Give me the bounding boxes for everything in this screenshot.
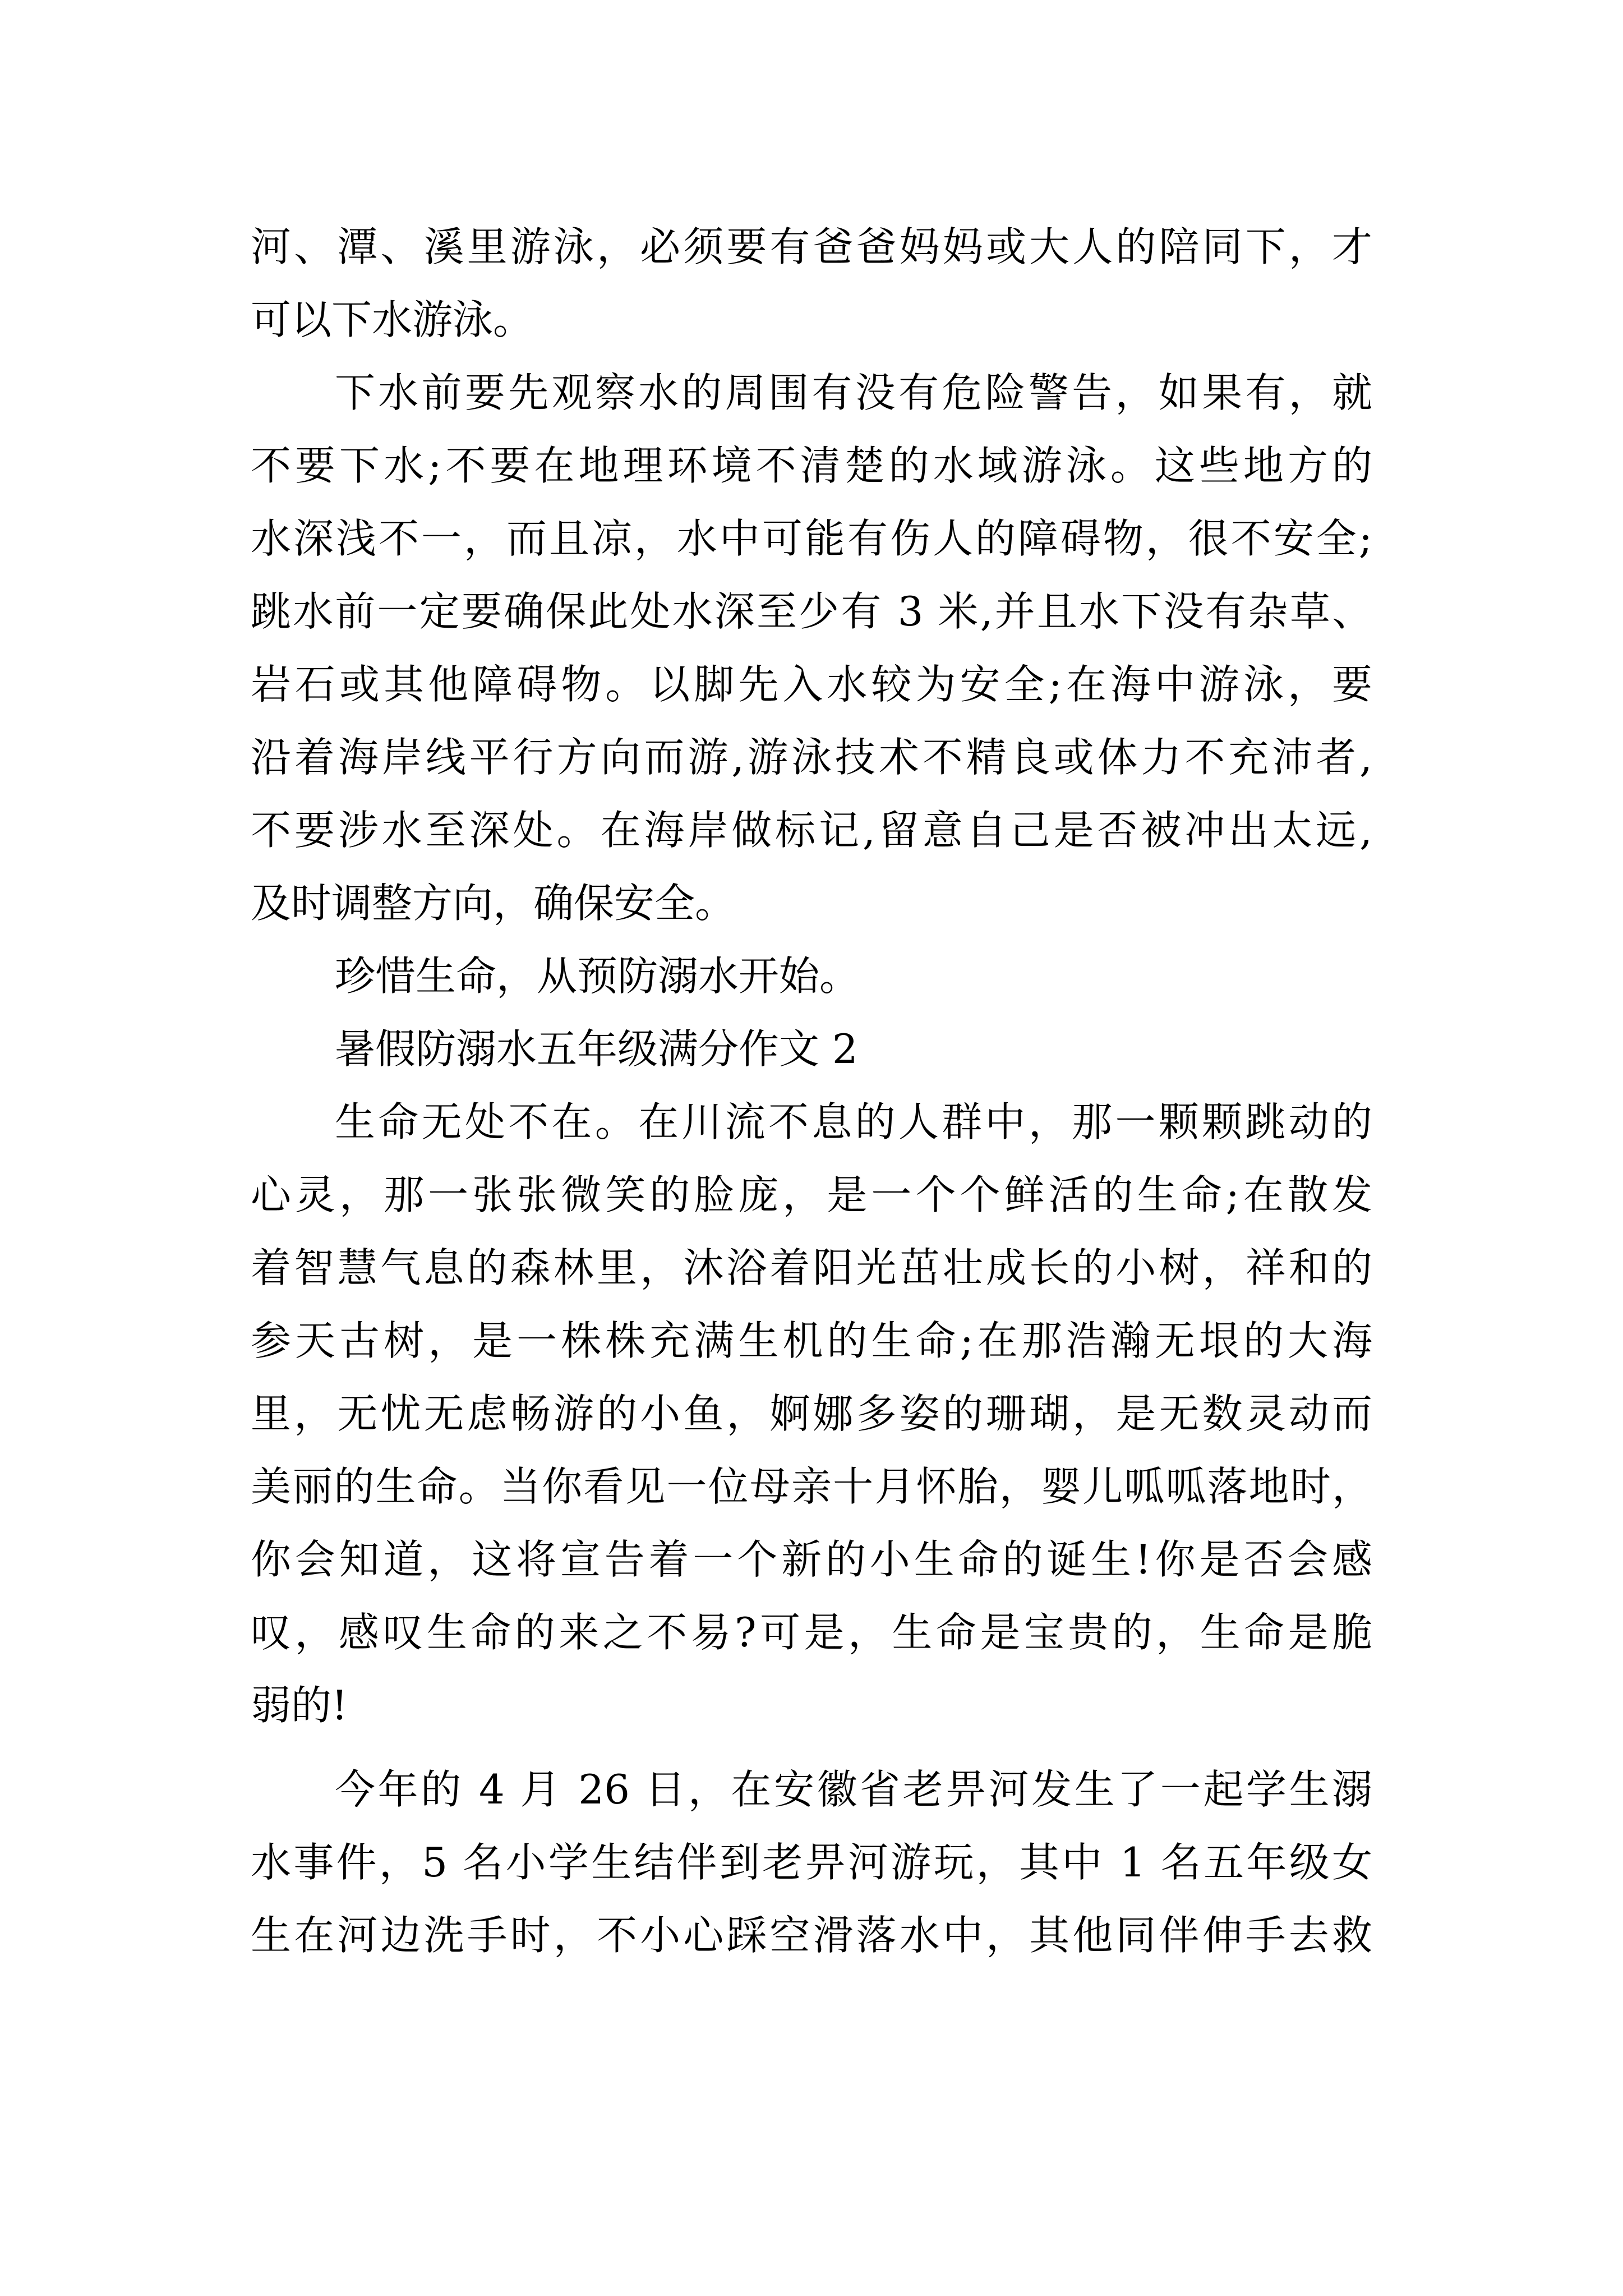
text-line: 及时调整方向，确保安全。	[251, 880, 736, 927]
text-line: 叹，感叹生命的来之不易?可是，生命是宝贵的，生命是脆	[251, 1609, 1372, 1656]
paragraph-start-line: 生命无处不在。在川流不息的人群中，那一颗颗跳动的	[335, 1098, 1372, 1145]
text-line: 河、潭、溪里游泳，必须要有爸爸妈妈或大人的陪同下，才	[251, 223, 1372, 270]
paragraph-start-line: 珍惜生命，从预防溺水开始。	[335, 953, 860, 1000]
text-line: 水事件，5 名小学生结伴到老畀河游玩，其中 1 名五年级女	[251, 1839, 1372, 1886]
text-line: 参天古树，是一株株充满生机的生命;在那浩瀚无垠的大海	[251, 1317, 1372, 1364]
text-line: 不要下水;不要在地理环境不清楚的水域游泳。这些地方的	[251, 442, 1372, 489]
paragraph-start-line: 今年的 4 月 26 日，在安徽省老畀河发生了一起学生溺	[335, 1766, 1372, 1813]
text-line: 里，无忧无虑畅游的小鱼，婀娜多姿的珊瑚，是无数灵动而	[251, 1390, 1372, 1437]
text-line: 你会知道，这将宣告着一个新的小生命的诞生!你是否会感	[251, 1536, 1372, 1583]
section-heading: 暑假防溺水五年级满分作文 2	[335, 1025, 858, 1073]
text-line: 沿着海岸线平行方向而游,游泳技术不精良或体力不充沛者,	[251, 734, 1372, 781]
text-line: 可以下水游泳。	[251, 296, 534, 343]
text-line: 跳水前一定要确保此处水深至少有 3 米,并且水下没有杂草、	[251, 588, 1372, 635]
paragraph-start-line: 下水前要先观察水的周围有没有危险警告，如果有，就	[335, 369, 1372, 416]
text-line: 岩石或其他障碍物。以脚先入水较为安全;在海中游泳，要	[251, 661, 1372, 708]
text-line: 不要涉水至深处。在海岸做标记,留意自己是否被冲出太远,	[251, 807, 1372, 854]
text-line: 着智慧气息的森林里，沐浴着阳光茁壮成长的小树，祥和的	[251, 1244, 1372, 1291]
text-line: 心灵，那一张张微笑的脸庞，是一个个鲜活的生命;在散发	[251, 1171, 1372, 1218]
text-line: 水深浅不一，而且凉，水中可能有伤人的障碍物，很不安全;	[251, 515, 1372, 562]
text-line: 生在河边洗手时，不小心踩空滑落水中，其他同伴伸手去救	[251, 1912, 1372, 1959]
text-line: 弱的!	[251, 1682, 348, 1729]
text-line: 美丽的生命。当你看见一位母亲十月怀胎，婴儿呱呱落地时，	[251, 1463, 1372, 1510]
